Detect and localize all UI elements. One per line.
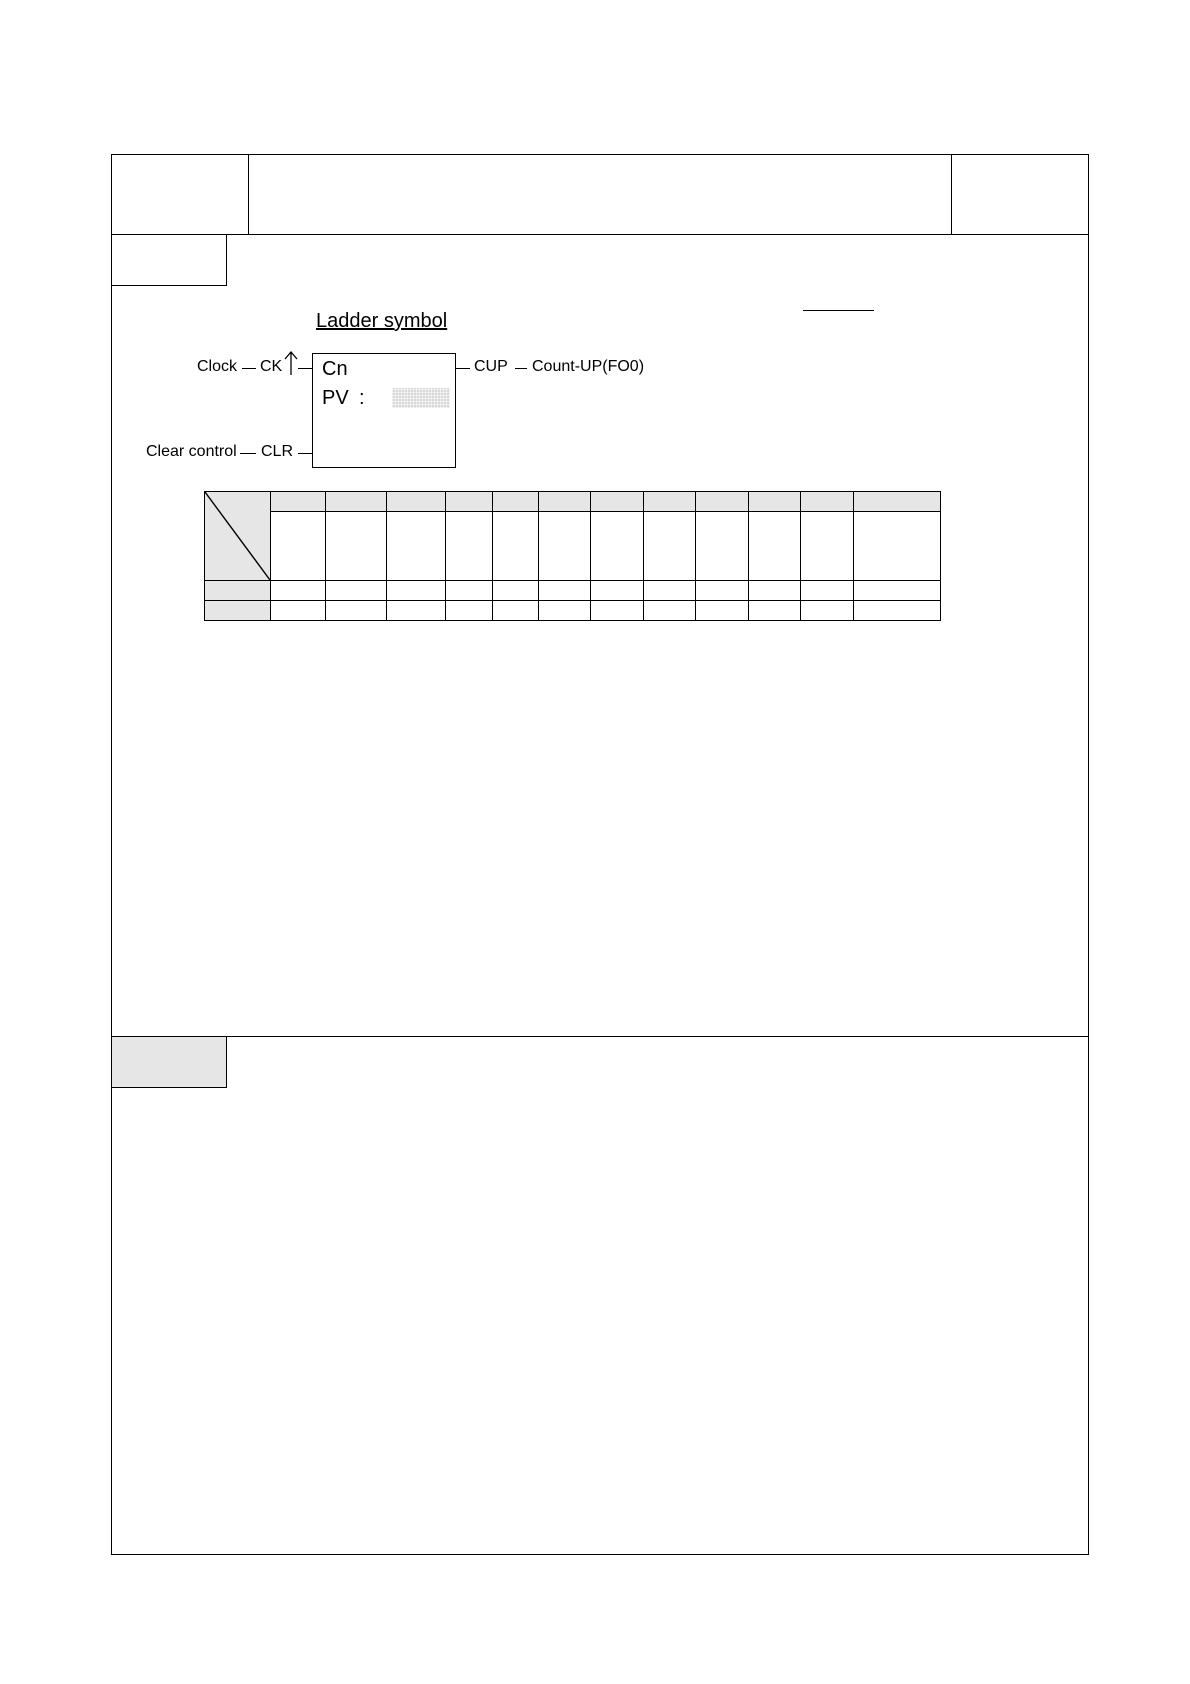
table-cell (539, 581, 591, 601)
clock-connector (242, 368, 256, 369)
table-cell (591, 512, 644, 581)
blank-field-underline (803, 310, 874, 311)
table-cell (696, 492, 749, 512)
row-header-cell (205, 581, 271, 601)
table-cell (696, 581, 749, 601)
header-left-cell (111, 154, 249, 235)
clear-control-label: Clear control (146, 443, 237, 460)
table-cell (749, 581, 801, 601)
table-cell (696, 512, 749, 581)
table-cell (644, 601, 696, 621)
table-cell (854, 492, 941, 512)
table-cell (387, 581, 446, 601)
table-cell (493, 581, 539, 601)
header-right-cell (951, 154, 1089, 235)
table-cell (644, 512, 696, 581)
section-tab-1 (111, 234, 227, 286)
ck-pin-label: CK (260, 358, 283, 375)
table-cell (801, 581, 854, 601)
table-cell (271, 492, 326, 512)
table-cell (446, 601, 493, 621)
table-cell (644, 581, 696, 601)
table-cell (326, 512, 387, 581)
header-title-cell (248, 154, 952, 235)
table-cell (591, 581, 644, 601)
table-cell (271, 512, 326, 581)
rising-edge-arrow-icon (284, 350, 298, 376)
cup-connector (515, 368, 527, 369)
table-cell (493, 492, 539, 512)
table-cell (801, 492, 854, 512)
table-corner-cell (205, 492, 271, 581)
table-cell (493, 601, 539, 621)
ladder-symbol-title: Ladder symbol (316, 310, 448, 332)
pv-separator: : (359, 387, 365, 409)
table-cell (749, 512, 801, 581)
table-row (205, 512, 941, 581)
table-row (205, 581, 941, 601)
clear-connector (240, 453, 256, 454)
cup-lead-line (456, 368, 470, 369)
table-cell (446, 492, 493, 512)
row-header-cell (205, 601, 271, 621)
table-cell (854, 601, 941, 621)
table-cell (696, 601, 749, 621)
table-cell (749, 601, 801, 621)
table-cell (387, 512, 446, 581)
table-cell (591, 601, 644, 621)
table-cell (854, 512, 941, 581)
clock-label: Clock (197, 358, 238, 375)
operand-table (204, 491, 941, 621)
table-cell (387, 492, 446, 512)
table-cell (326, 601, 387, 621)
table-cell (326, 492, 387, 512)
clr-lead-line (298, 453, 312, 454)
counter-name: Cn (322, 358, 348, 380)
table-cell (644, 492, 696, 512)
cup-pin-label: CUP (474, 358, 508, 375)
section-divider (111, 1036, 1089, 1037)
table-row (205, 601, 941, 621)
table-cell (271, 601, 326, 621)
clr-pin-label: CLR (261, 443, 294, 460)
pv-label: PV (322, 387, 349, 409)
table-cell (387, 601, 446, 621)
table-cell (539, 492, 591, 512)
table-cell (326, 581, 387, 601)
section-tab-2 (111, 1036, 227, 1088)
table-cell (749, 492, 801, 512)
diagonal-divider (205, 492, 270, 580)
pv-value-field (392, 388, 450, 408)
ck-lead-line (298, 368, 312, 369)
table-cell (854, 581, 941, 601)
table-cell (591, 492, 644, 512)
table-cell (446, 581, 493, 601)
table-cell (446, 512, 493, 581)
count-up-label: Count-UP(FO0) (532, 358, 645, 375)
table-cell (801, 601, 854, 621)
table-row (205, 492, 941, 512)
table-cell (539, 512, 591, 581)
table-cell (801, 512, 854, 581)
table-cell (493, 512, 539, 581)
table-cell (271, 581, 326, 601)
table-cell (539, 601, 591, 621)
